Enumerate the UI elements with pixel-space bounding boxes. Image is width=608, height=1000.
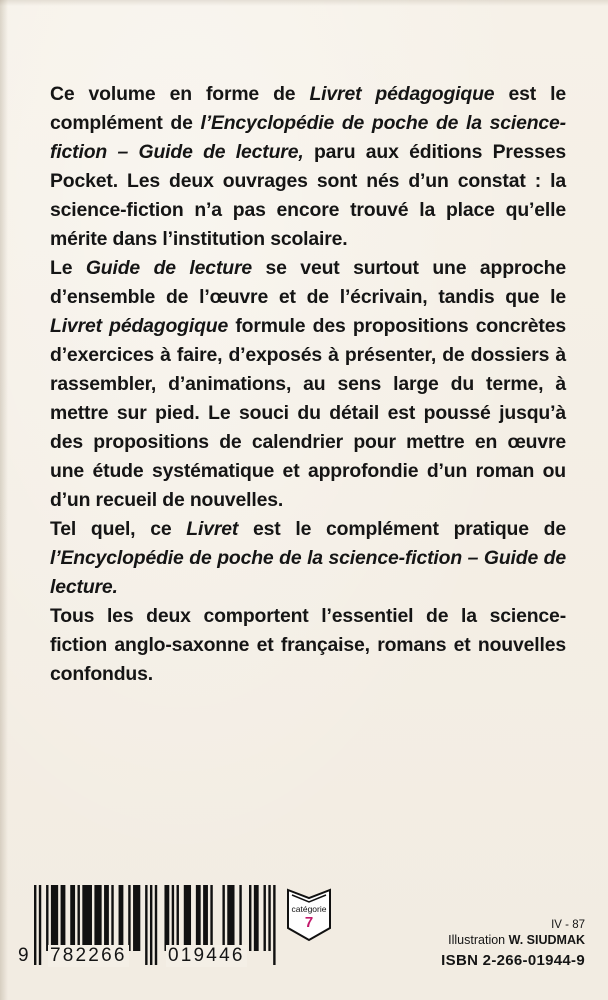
barcode-bar xyxy=(119,885,124,951)
print-code: IV - 87 xyxy=(551,919,585,931)
barcode-bar xyxy=(61,885,66,951)
barcode-first-digit: 9 xyxy=(18,945,31,966)
barcode-bar xyxy=(268,885,270,951)
cover-top-shadow xyxy=(0,0,608,6)
text-run: paru aux éditions Presses Pocket. Les deux ouvrages sont nés d’un constat : la science-fiction n’a pas encore trouvé la place qu’elle mérite dans l’institution scolaire. xyxy=(50,141,566,250)
illustration-prefix: Illustration xyxy=(448,933,509,947)
italic-title: l’Encyclopédie de poche de la science-fiction – Guide de lecture, xyxy=(50,112,566,163)
italic-title: Guide de lecture xyxy=(85,257,252,279)
barcode-bar xyxy=(222,885,224,951)
italic-title: Livret xyxy=(186,518,239,540)
text-run: Tel quel, ce xyxy=(50,518,187,540)
barcode-bar xyxy=(172,885,174,951)
category-badge xyxy=(286,888,332,942)
barcode-bar xyxy=(46,885,48,951)
text-run: se veut surtout une approche d’ensemble de l’œuvre et de l’écrivain, tandis que le xyxy=(50,257,566,308)
blurb-paragraph-2 xyxy=(50,254,566,515)
blurb-paragraph-3 xyxy=(50,515,566,602)
barcode-bar xyxy=(82,885,92,951)
ean-barcode xyxy=(18,885,280,985)
barcode-bar xyxy=(249,885,251,951)
barcode-bar xyxy=(210,885,212,951)
barcode-bar xyxy=(104,885,109,951)
category-label: catégorie xyxy=(291,904,327,914)
barcode-bar xyxy=(70,885,75,951)
barcode-group-1: 782266 xyxy=(50,945,127,966)
text-run: Le xyxy=(50,257,86,279)
barcode-bar xyxy=(133,885,140,951)
barcode-bar xyxy=(196,885,201,951)
barcode-bar xyxy=(203,885,208,951)
barcode-bar xyxy=(164,885,169,951)
barcode-bar xyxy=(239,885,241,951)
italic-title: Livret pédagogique xyxy=(50,315,229,337)
category-number: 7 xyxy=(304,914,314,931)
cover-edge-shadow xyxy=(0,0,8,1000)
barcode-bar xyxy=(227,885,234,951)
barcode-bar xyxy=(111,885,113,951)
barcode-group-2: 019446 xyxy=(168,945,245,966)
text-run: est le complément de xyxy=(50,83,566,134)
illustrator-name: W. SIUDMAK xyxy=(508,933,585,947)
text-run: formule des propositions concrètes d’exercices à faire, d’exposés à présenter, de dossiers à rassembler, d’animations, au sens large du terme, à mettre sur pied. Le souci du détail est poussé jusqu’à des propositions de calendrier pour mettre en œuvre une étude systématique et approfondie d’un roman ou d’un recueil de nouvelles. xyxy=(50,315,566,511)
text-run: Ce volume en forme de xyxy=(50,83,310,105)
blurb-paragraph-4 xyxy=(50,602,566,689)
barcode-bar xyxy=(264,885,266,951)
italic-title: Livret pédagogique xyxy=(309,83,495,105)
barcode-bar xyxy=(128,885,130,951)
barcode-bar xyxy=(177,885,179,951)
italic-title: l’Encyclopédie de poche de la science-fiction – Guide de lecture. xyxy=(50,547,566,598)
publication-info xyxy=(441,918,585,974)
barcode-bar xyxy=(51,885,58,951)
barcode-digits xyxy=(18,945,280,975)
barcode-bar xyxy=(77,885,79,951)
text-run: Tous les deux comportent l’essentiel de la science-fiction anglo-saxonne et française, romans et nouvelles confondus. xyxy=(50,605,566,685)
barcode-bar xyxy=(184,885,191,951)
barcode-bar xyxy=(254,885,259,951)
blurb-paragraph-1 xyxy=(50,80,566,254)
illustration-credit xyxy=(441,932,585,948)
back-cover-blurb xyxy=(50,80,566,689)
isbn: ISBN 2-266-01944-9 xyxy=(441,952,585,969)
text-run: est le complément pratique de xyxy=(238,518,566,540)
barcode-bar xyxy=(94,885,101,951)
